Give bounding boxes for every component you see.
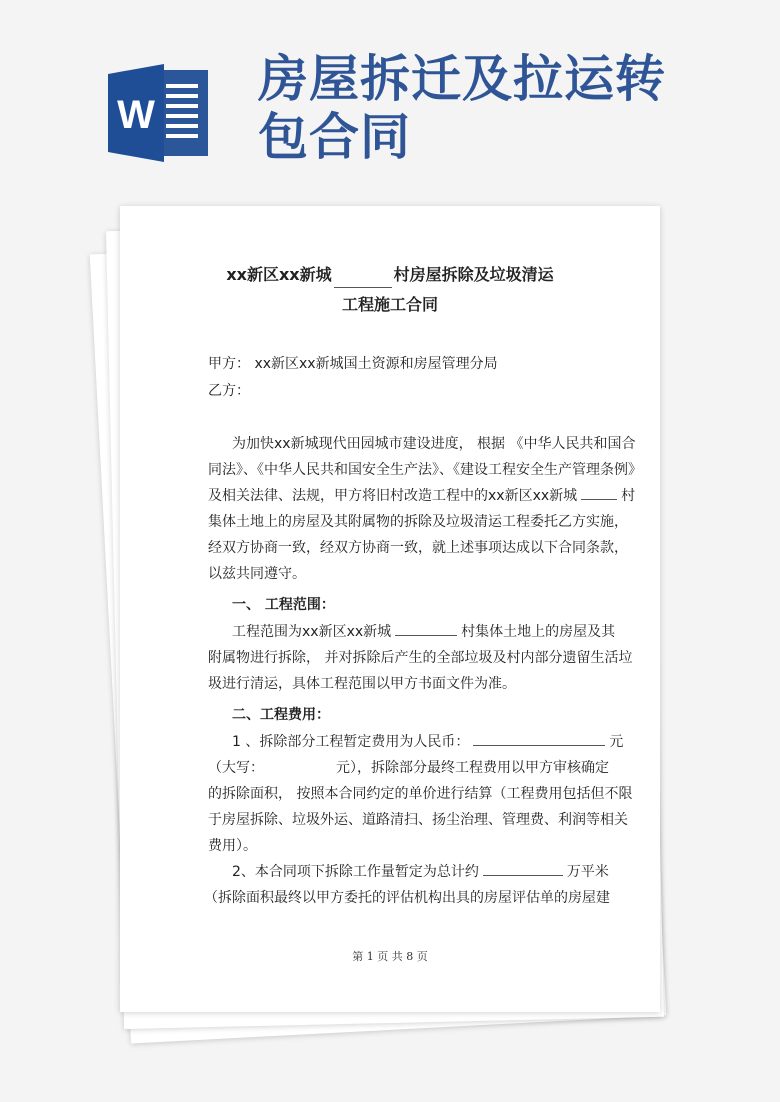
section2-line3: 的拆除面积， 按照本合同约定的单价进行结算（工程费用包括但不限 — [208, 786, 633, 802]
section2-line5: 费用）。 — [208, 838, 257, 854]
document-page — [120, 206, 660, 1012]
section1-line3: 圾进行清运，具体工程范围以甲方书面文件为准。 — [208, 676, 516, 692]
area-blank — [483, 859, 563, 876]
para1-line6: 以兹共同遵守。 — [208, 566, 306, 582]
village-blank — [581, 483, 617, 500]
section2-heading: 二、工程费用： — [232, 707, 330, 723]
para1-line4: 集体土地上的房屋及其附属物的拆除及垃圾清运工程委托乙方实施， — [208, 514, 628, 530]
section1-heading: 一、 工程范围： — [232, 597, 335, 613]
hero-title-line2: 包合同 — [258, 108, 411, 166]
party-b: 乙方： — [208, 383, 250, 399]
svg-text:W: W — [117, 93, 155, 137]
party-a: 甲方： xx新区xx新城国土资源和房屋管理分局 — [208, 356, 498, 372]
para1-line1: 为加快xx新城现代田园城市建设进度， 根据 《中华人民共和国合 — [232, 436, 636, 452]
section1-line2: 附属物进行拆除， 并对拆除后产生的全部垃圾及村内部分遗留生活垃 — [208, 650, 633, 666]
page-footer: 第 1 页 共 8 页 — [352, 950, 428, 963]
hero-title — [258, 50, 758, 166]
section2-line7: （拆除面积最终以甲方委托的评估机构出具的房屋评估单的房屋建 — [204, 890, 610, 906]
hero-title-line1: 房屋拆迁及拉运转 — [258, 50, 666, 108]
section2-line2: （大写： 元），拆除部分最终工程费用以甲方审核确定 — [208, 760, 609, 776]
para1-line3: 及相关法律、法规，甲方将旧村改造工程中的xx新区xx新城 村 — [208, 483, 628, 509]
doc-title-line1: xx新区xx新城 村房屋拆除及垃圾清运 — [120, 262, 660, 288]
amount-blank — [473, 729, 605, 746]
section1-line1: 工程范围为xx新区xx新城 村集体土地上的房屋及其 — [232, 619, 652, 645]
word-document-icon — [108, 64, 210, 162]
section2-line4: 于房屋拆除、垃圾外运、道路清扫、扬尘治理、管理费、利润等相关 — [208, 812, 628, 828]
village-blank-2 — [395, 619, 457, 636]
section2-line1: 1 、拆除部分工程暂定费用为人民币： 元 — [232, 729, 652, 755]
para1-line5: 经双方协商一致，经双方协商一致，就上述事项达成以下合同条款， — [208, 540, 628, 556]
doc-title-line2: 工程施工合同 — [341, 295, 438, 314]
para1-line2: 同法》、《中华人民共和国安全生产法》、《建设工程安全生产管理条例》 — [208, 462, 642, 478]
title-blank — [334, 269, 392, 288]
section2-line6: 2、本合同项下拆除工作量暂定为总计约 万平米 — [232, 859, 652, 885]
